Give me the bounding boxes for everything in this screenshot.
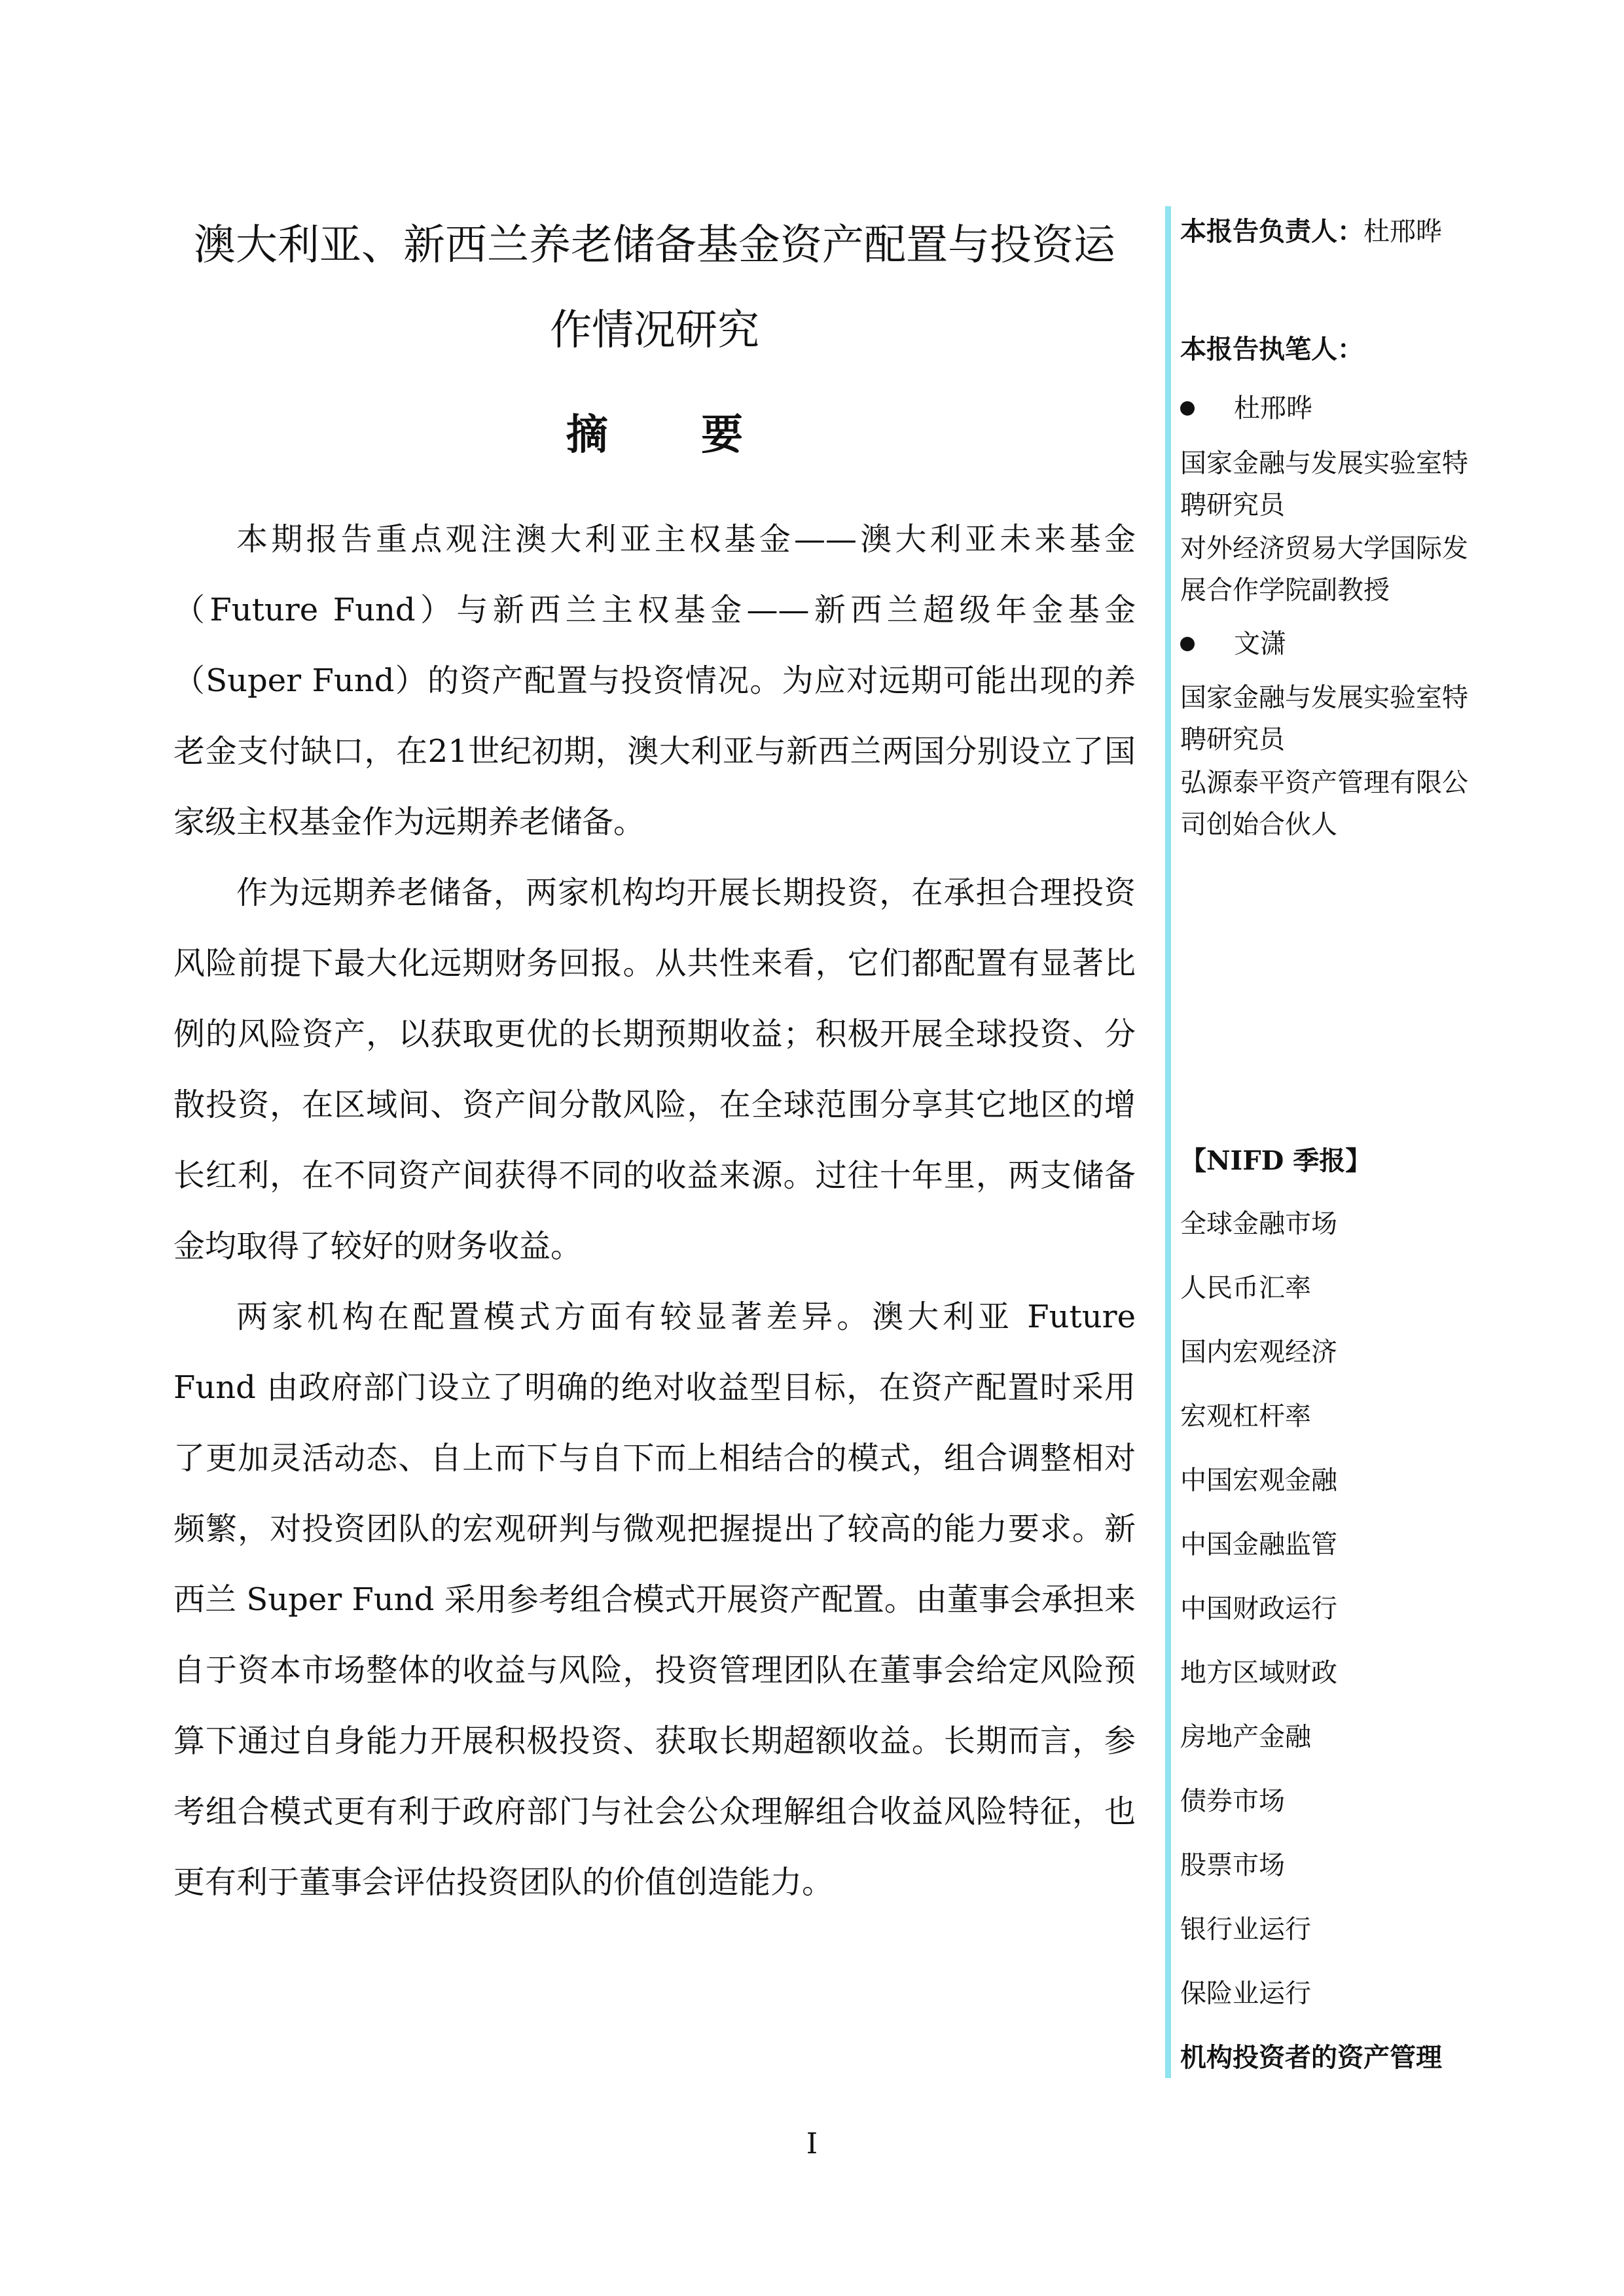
- title-line-1: 澳大利亚、新西兰养老储备基金资产配置与投资运: [194, 221, 1115, 270]
- author-2-role-line: 弘源泰平资产管理有限公: [1180, 768, 1468, 798]
- main-content: [173, 203, 1136, 1918]
- author-1-role-line: 国家金融与发展实验室特: [1180, 448, 1468, 478]
- series-item: 房地产金融: [1180, 1722, 1311, 1752]
- abstract-paragraph-3: 两家机构在配置模式方面有较显著差异。澳大利亚 Future Fund 由政府部门设立了明确的绝对收益型目标，在资产配置时采用了更加灵活动态、自上而下与自下而上相结合的模式，组合调整相对频繁，对投资团队的宏观研判与微观把握提出了较高的能力要求。新西兰 Super Fund 采用参考组合模式开展资产配置。由董事会承担来自于资本市场整体的收益与风险，投资管理团队在董事会给定风险预算下通过自身能力开展积极投资、获取长期超额收益。长期而言，参考组合模式更有利于政府部门与社会公众理解组合收益风险特征，也更有利于董事会评估投资团队的价值创造能力。: [173, 1299, 1136, 1901]
- series-item: 保险业运行: [1180, 1979, 1311, 2009]
- series-item: 人民币汇率: [1180, 1273, 1311, 1303]
- author-2-role-line: 司创始合伙人: [1180, 810, 1337, 840]
- author-1-role-line: 聘研究员: [1180, 490, 1285, 520]
- bullet-icon: [1180, 637, 1195, 651]
- abstract-paragraph-1: 本期报告重点观注澳大利亚主权基金——澳大利亚未来基金（Future Fund）与新西兰主权基金——新西兰超级年金基金（Super Fund）的资产配置与投资情况。为应对远期可能出现的养老金支付缺口，在21世纪初期，澳大利亚与新西兰两国分别设立了国家级主权基金作为远期养老储备。: [173, 521, 1136, 840]
- series-item-current: 机构投资者的资产管理: [1180, 2042, 1442, 2073]
- series-item: 中国宏观金融: [1180, 1465, 1337, 1496]
- series-item: 宏观杠杆率: [1180, 1401, 1311, 1431]
- series-item: 地方区域财政: [1180, 1658, 1337, 1688]
- author-2: [1180, 623, 1286, 660]
- abstract-heading: 摘 要: [566, 411, 783, 459]
- author-1-role-line: 展合作学院副教授: [1180, 575, 1390, 605]
- lead-name: 杜邢晔: [1363, 217, 1442, 247]
- series-item: 中国金融监管: [1180, 1530, 1337, 1560]
- report-title: [173, 203, 1136, 373]
- page-number: I: [806, 2127, 818, 2161]
- author-2-role-line: 国家金融与发展实验室特: [1180, 683, 1468, 713]
- series-item: 债券市场: [1180, 1786, 1285, 1816]
- author-2-name: 文潇: [1234, 629, 1286, 659]
- series-item: 股票市场: [1180, 1850, 1285, 1880]
- bullet-icon: [1180, 401, 1195, 416]
- series-title: 【NIFD 季报】: [1180, 1145, 1372, 1176]
- abstract-paragraph-2: 作为远期养老储备，两家机构均开展长期投资，在承担合理投资风险前提下最大化远期财务回报。从共性来看，它们都配置有显著比例的风险资产，以获取更优的长期预期收益；积极开展全球投资、分散投资，在区域间、资产间分散风险，在全球范围分享其它地区的增长红利，在不同资产间获得不同的收益来源。过往十年里，两支储备金均取得了较好的财务收益。: [173, 874, 1136, 1265]
- report-lead: [1180, 211, 1442, 248]
- author-1: [1180, 387, 1312, 425]
- series-item: 银行业运行: [1180, 1914, 1311, 1945]
- author-1-name: 杜邢晔: [1234, 393, 1312, 423]
- series-item: 国内宏观经济: [1180, 1337, 1337, 1367]
- author-1-role-line: 对外经济贸易大学国际发: [1180, 533, 1468, 564]
- lead-label: 本报告负责人：: [1180, 216, 1363, 247]
- series-item: 全球金融市场: [1180, 1209, 1337, 1239]
- authors-label: 本报告执笔人：: [1180, 334, 1363, 365]
- author-2-role-line: 聘研究员: [1180, 725, 1285, 755]
- series-item: 中国财政运行: [1180, 1594, 1337, 1624]
- sidebar-divider: [1165, 206, 1171, 2078]
- title-line-2: 作情况研究: [550, 306, 759, 355]
